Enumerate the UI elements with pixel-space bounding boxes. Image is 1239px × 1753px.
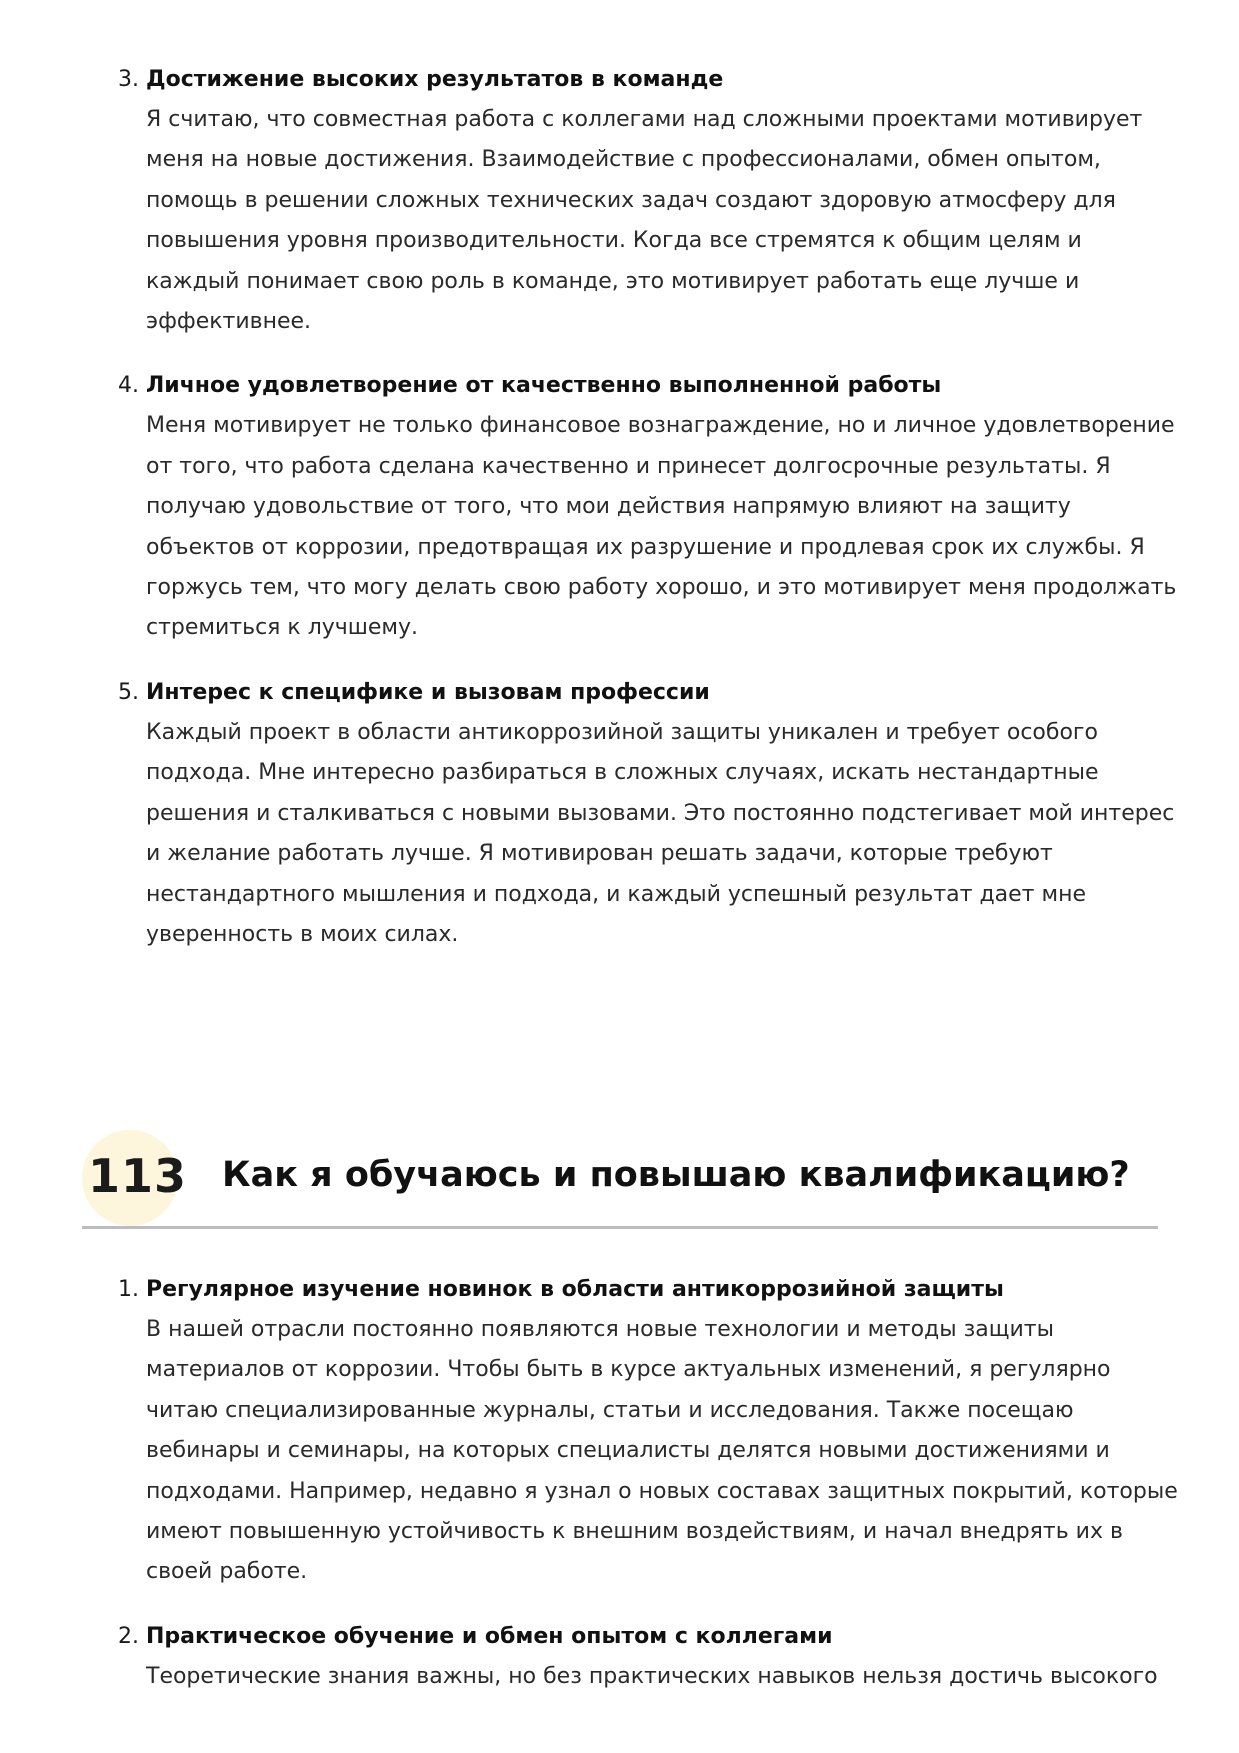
list-item-body: Я считаю, что совместная работа с коллегами над сложными проектами мотивирует меня на новые достижения. Взаимодействие с профессионалами, обмен опытом, помощь в решении сложных технических задач создают здоровую атмосферу для повышения уровня производительности. Когда все стремятся к общим целям и каждый понимает свою роль в команде, это мотивирует работать еще лучше и эффективнее. [146,107,1143,335]
list-item-body: Теоретические знания важны, но без практических навыков нельзя достичь высокого [146,1663,1158,1689]
list-item [0,366,1239,648]
list-item [0,673,1239,955]
list-item-title: Интерес к специфике и вызовам профессии [146,679,710,705]
list-item-number: 4. [118,373,139,399]
section-header [82,1122,1158,1230]
list-item-number: 2. [118,1623,139,1649]
section-title: Как я обучаюсь и повышаю квалификацию? [222,1155,1130,1195]
list-item-number: 3. [118,67,139,92]
list-item-body: Меня мотивирует не только финансовое вознаграждение, но и личное удовлетворение от того, что работа сделана качественно и принесет долгосрочные результаты. Я получаю удовольствие от того, что мои действия напрямую влияют на защиту объектов от коррозии, предотвращая их разрушение и продлевая срок их службы. Я горжусь тем, что могу делать свою работу хорошо, и это мотивирует меня продолжать стремиться к лучшему. [146,413,1177,641]
section-number: 113 [88,1149,188,1203]
list-item-title: Достижение высоких результатов в команде [146,67,724,92]
list-item-title: Личное удовлетворение от качественно выполненной работы [146,373,942,399]
list-item-title: Регулярное изучение новинок в области антикоррозийной защиты [146,1277,1004,1302]
list-item-title: Практическое обучение и обмен опытом с коллегами [146,1623,833,1649]
motivation-list [0,60,1239,979]
list-item-body: В нашей отрасли постоянно появляются новые технологии и методы защиты материалов от коррозии. Чтобы быть в курсе актуальных изменений, я регулярно читаю специализированные журналы, статьи и исследования. Также посещаю вебинары и семинары, на которых специалисты делятся новыми достижениями и подходами. Например, недавно я узнал о новых составах защитных покрытий, которые имеют повышенную устойчивость к внешним воздействиям, и начал внедрять их в своей работе. [146,1317,1178,1585]
learning-list [0,1270,1239,1721]
list-item-number: 5. [118,679,139,705]
list-item [0,1270,1239,1593]
section-divider [82,1226,1158,1229]
list-item-body: Каждый проект в области антикоррозийной защиты уникален и требует особого подхода. Мне интересно разбираться в сложных случаях, искать нестандартные решения и сталкиваться с новыми вызовами. Это постоянно подстегивает мой интерес и желание работать лучше. Я мотивирован решать задачи, которые требуют нестандартного мышления и подхода, и каждый успешный результат дает мне уверенность в моих силах. [146,719,1175,947]
list-item [0,60,1239,342]
list-item [0,1617,1239,1697]
list-item-number: 1. [118,1277,139,1302]
